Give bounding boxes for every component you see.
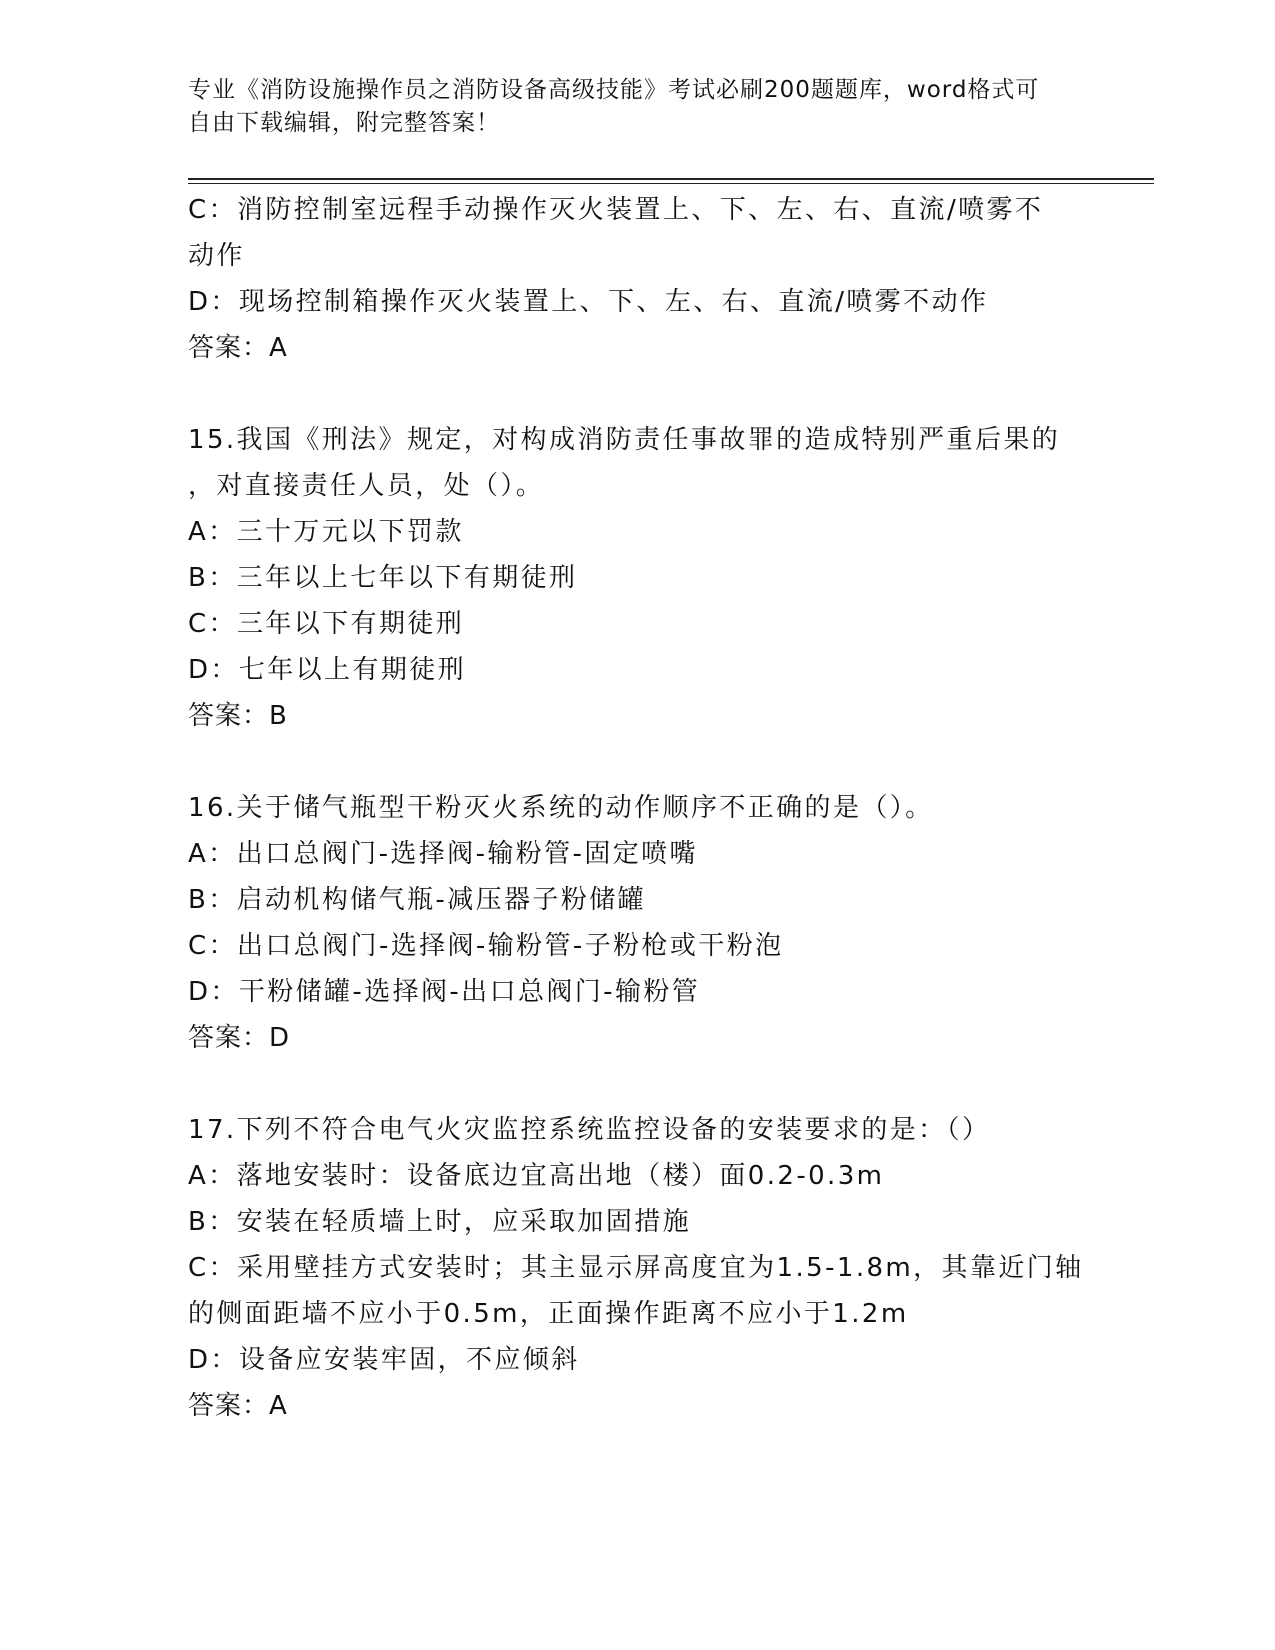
spacer: [188, 739, 1088, 785]
option-d: D：设备应安装牢固，不应倾斜: [188, 1345, 580, 1375]
document-header: [188, 74, 1088, 140]
question-stem-continued: ，对直接责任人员，处（）。: [188, 471, 545, 501]
question-list: [188, 187, 1088, 1429]
option-b: B：安装在轻质墙上时，应采取加固措施: [188, 1207, 692, 1237]
option-d: D：现场控制箱操作灭火装置上、下、左、右、直流/喷雾不动作: [188, 287, 989, 317]
option-d: D：七年以上有期徒刑: [188, 655, 467, 685]
question-block-prev: [188, 187, 1088, 371]
question-stem: 15.我国《刑法》规定，对构成消防责任事故罪的造成特别严重后果的: [188, 425, 1061, 455]
option-b: B：启动机构储气瓶-减压器子粉储罐: [188, 885, 647, 915]
header-rule-thick: [188, 178, 1154, 180]
option-c: C：消防控制室远程手动操作灭火装置上、下、左、右、直流/喷雾不: [188, 195, 1044, 225]
question-block-16: [188, 785, 1088, 1061]
spacer: [188, 1061, 1088, 1107]
question-block-15: [188, 417, 1088, 739]
header-rule-thin: [188, 183, 1154, 184]
question-stem: 16.关于储气瓶型干粉灭火系统的动作顺序不正确的是（）。: [188, 793, 934, 823]
option-c: C：三年以下有期徒刑: [188, 609, 465, 639]
option-b: B：三年以上七年以下有期徒刑: [188, 563, 578, 593]
answer-line: 答案：A: [188, 1391, 288, 1421]
spacer: [188, 371, 1088, 417]
option-a: A：三十万元以下罚款: [188, 517, 464, 547]
option-c: C：采用壁挂方式安装时；其主显示屏高度宜为1.5-1.8m，其靠近门轴: [188, 1253, 1084, 1283]
option-c-continued: 的侧面距墙不应小于0.5m，正面操作距离不应小于1.2m: [188, 1299, 909, 1329]
question-stem: 17.下列不符合电气火灾监控系统监控设备的安装要求的是：（）: [188, 1115, 991, 1145]
option-d: D：干粉储罐-选择阀-出口总阀门-输粉管: [188, 977, 701, 1007]
header-line-1: 专业《消防设施操作员之消防设备高级技能》考试必刷200题题库，word格式可: [188, 77, 1040, 103]
header-line-2: 自由下载编辑，附完整答案！: [188, 110, 500, 136]
option-a: A：出口总阀门-选择阀-输粉管-固定喷嘴: [188, 839, 698, 869]
answer-line: 答案：A: [188, 333, 288, 363]
answer-line: 答案：D: [188, 1023, 291, 1053]
question-block-17: [188, 1107, 1088, 1429]
option-c: C：出口总阀门-选择阀-输粉管-子粉枪或干粉泡: [188, 931, 784, 961]
answer-line: 答案：B: [188, 701, 288, 731]
option-c-continued: 动作: [188, 241, 245, 271]
option-a: A：落地安装时：设备底边宜高出地（楼）面0.2-0.3m: [188, 1161, 885, 1191]
